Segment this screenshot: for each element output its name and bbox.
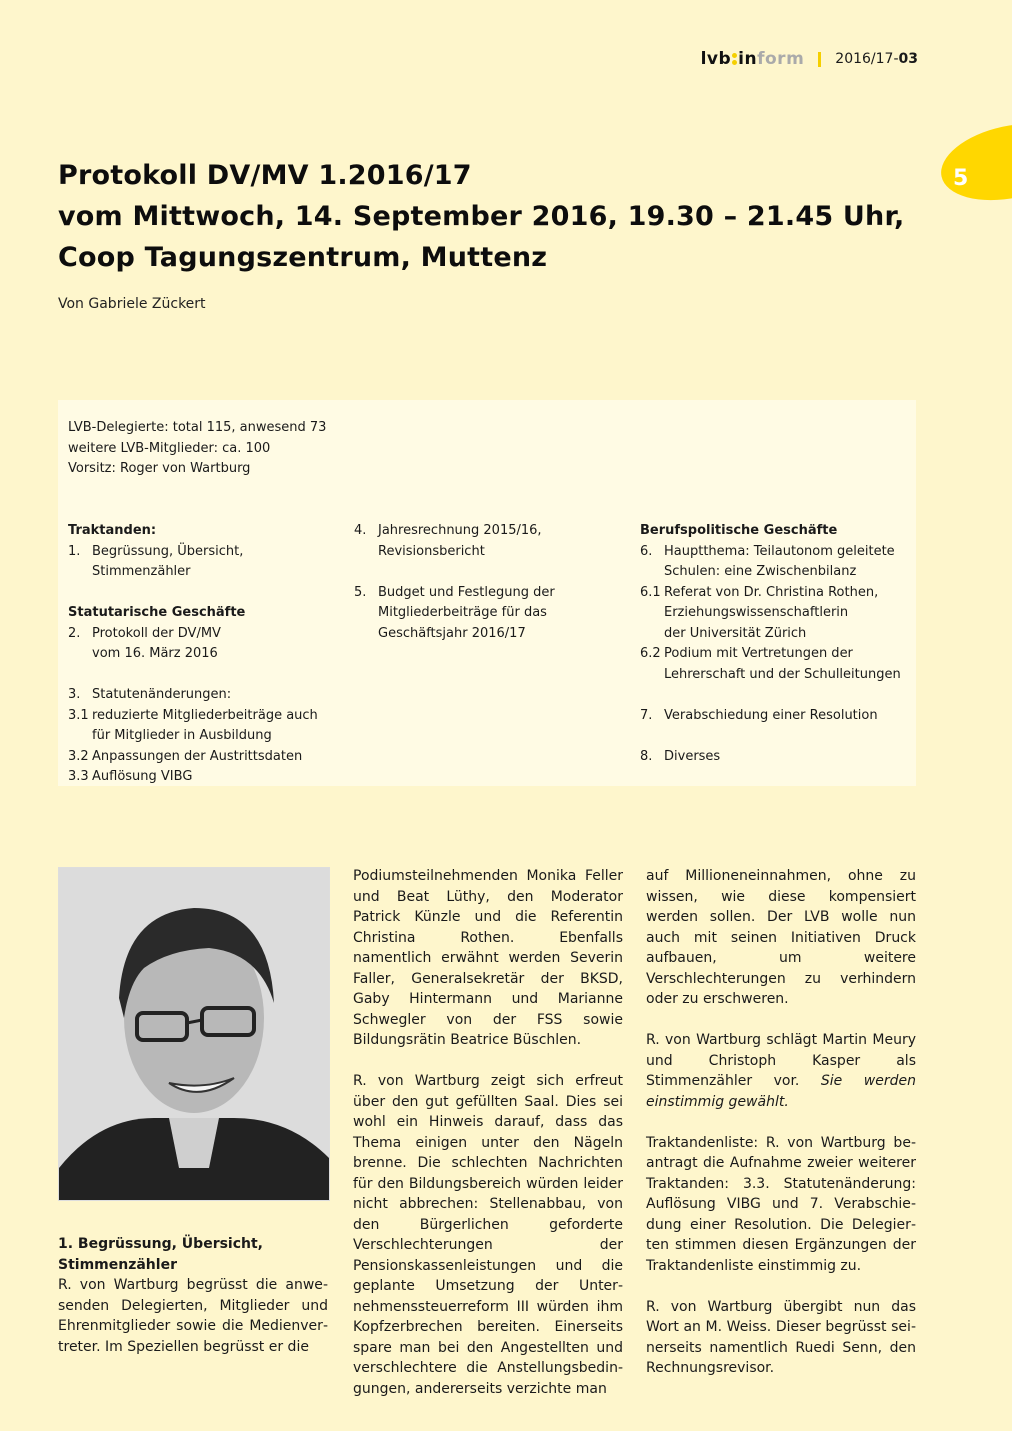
agenda-column-3 (640, 521, 910, 767)
logo-text-in: in (738, 49, 758, 69)
meta-chair: Vorsitz: Roger von Wartburg (68, 461, 251, 476)
body-paragraph: R. von Wartburg zeigt sich erfreut über den gut gefüllten Saal. Dies sei wohl ein Hinweis darauf, dass das Thema einigen unter den Nägeln brenne. Die schlechten Nachrichten für den Bildungsbereich würden leider nicht abbrechen: Stellenabbau, von den Bürgerlichen geforderte Verschlechterungen der Pensionskassenleistungen und die geplante Umsetzung der Unternehmenssteuerreform III würden ihm Kopfzerbrechen bereiten. Einerseits spare man bei den Angestellten und verschlechtere die Anstellungsbedingungen, andererseits verzichte man (353, 1073, 623, 1397)
body-paragraph: Traktandenliste: R. von Wartburg beantragt die Aufnahme zweier weiterer Traktanden: 3.3. Statutenänderung: Auflösung VIBG und 7. Verabschiedung einer Resolution. Die Delegierten stimmen diesen Ergänzungen der Traktandenliste einstimmig zu. (646, 1134, 916, 1274)
agenda-item-text: Diverses (664, 748, 721, 764)
agenda-item-number: 8. (640, 748, 653, 764)
body-paragraph: R. von Wartburg schlägt Martin Meury und Christoph Kasper als Stimmenzähler vor. Sie werden einstimmig gewählt. (646, 1032, 916, 1110)
agenda-item-number: 7. (640, 707, 653, 723)
attendance-meta (68, 418, 326, 480)
agenda-item (640, 706, 910, 727)
agenda-item-text: Protokoll der DV/MV vom 16. März 2016 (92, 625, 221, 661)
agenda-item (68, 685, 338, 706)
portrait-illustration-icon (59, 868, 329, 1200)
agenda-item-text: Hauptthema: Teilautonom geleitete Schulen: eine Zwischenbilanz (664, 543, 895, 579)
agenda-item-text: Begrüssung, Übersicht, Stimmenzähler (92, 543, 244, 579)
agenda-item (68, 767, 338, 788)
page-title (58, 155, 904, 278)
title-line-2: vom Mittwoch, 14. September 2016, 19.30 – 21.45 Uhr, (58, 201, 905, 232)
agenda-item-number: 6. (640, 543, 653, 559)
agenda-item (640, 747, 910, 768)
agenda-item-number: 6.2 (640, 646, 661, 661)
logo-text-lvb: lvb (700, 49, 732, 69)
agenda-item-number: 2. (68, 625, 81, 641)
agenda-item-text: reduzierte Mitgliederbeiträge auch für Mitglieder in Ausbildung (92, 707, 318, 743)
agenda-heading-traktanden: Traktanden: (68, 523, 157, 538)
issue-number (835, 51, 918, 67)
body-paragraph: auf Millioneneinnahmen, ohne zu wissen, wie diese kompensiert werden sollen. Der LVB wolle nun auch mit seinen Initiativen Druck aufbauen, um weitere Verschlechterungen zu verhindern oder zu erschweren. (646, 868, 916, 1007)
header-divider (818, 52, 821, 67)
author-portrait-photo (58, 867, 330, 1201)
section-heading-begruessung: 1. Begrüssung, Übersicht, Stimmenzähler (58, 1236, 264, 1273)
body-column-3 (646, 866, 916, 1399)
agenda-item (640, 583, 910, 645)
title-line-1: Protokoll DV/MV 1.2016/17 (58, 160, 472, 191)
agenda-item-text: Budget und Festlegung der Mitgliederbeiträge für das Geschäftsjahr 2016/17 (378, 584, 555, 641)
lvb-inform-logo (701, 49, 805, 69)
agenda-item-text: Referat von Dr. Christina Rothen, Erziehungswissenschaftlerin der Universität Zürich (664, 584, 879, 641)
title-line-3: Coop Tagungszentrum, Muttenz (58, 242, 548, 273)
meta-delegates: LVB-Delegierte: total 115, anwesend 73 (68, 420, 327, 435)
agenda-item-text: Verabschiedung einer Resolution (664, 707, 878, 723)
logo-dots-icon (732, 53, 737, 65)
agenda-item-number: 1. (68, 543, 81, 559)
agenda-item-text: Jahresrechnung 2015/16, Revisionsbericht (378, 523, 542, 559)
body-paragraph: Podiumsteilnehmenden Monika Feller und Beat Lüthy, den Moderator Patrick Künzle und die Referentin Christina Rothen. Ebenfalls namentlich erwähnt werden Severin Faller, Generalsekretär der BKSD, Gaby Hintermann und Marianne Schwegler von der FSS sowie Bildungsrätin Beatrice Büschlen. (353, 868, 623, 1048)
agenda-item-number: 3.3 (68, 769, 89, 784)
agenda-heading-berufspolitische: Berufspolitische Geschäfte (640, 523, 838, 538)
issue-suffix: 03 (898, 51, 918, 67)
body-paragraph: R. von Wartburg begrüsst die anwesenden Delegierten, Mitglieder und Ehrenmitglieder sowie die Medienvertreter. Im Speziellen begrüsst er die (58, 1277, 328, 1355)
agenda-column-2 (354, 521, 624, 644)
agenda-item (68, 624, 338, 665)
agenda-item (640, 644, 910, 685)
agenda-item-text: Anpassungen der Austrittsdaten (92, 748, 303, 764)
agenda-item (68, 747, 338, 768)
agenda-item-number: 3.1 (68, 707, 89, 723)
agenda-item-number: 4. (354, 523, 367, 538)
logo-text-form: form (757, 49, 805, 69)
agenda-item-number: 6.1 (640, 584, 661, 600)
body-paragraph: R. von Wartburg übergibt nun das Wort an M. Weiss. Dieser begrüsst seinerseits namentlich Ruedi Senn, den Rechnungsrevisor. (646, 1298, 916, 1376)
agenda-item (68, 706, 338, 747)
agenda-item (640, 542, 910, 583)
agenda-column-1 (68, 521, 338, 788)
agenda-item (354, 521, 624, 562)
agenda-item (354, 583, 624, 645)
page-number: 5 (953, 166, 969, 191)
agenda-item-number: 3.2 (68, 748, 89, 764)
author-byline: Von Gabriele Zückert (58, 296, 206, 312)
agenda-heading-statutarische: Statutarische Geschäfte (68, 605, 246, 620)
agenda-infobox (58, 400, 916, 786)
body-column-2 (353, 866, 623, 1420)
agenda-item-text: Podium mit Vertretungen der Lehrerschaft und der Schulleitungen (664, 646, 901, 682)
agenda-item-text: Statutenänderungen: (92, 687, 232, 702)
page-header (701, 49, 918, 69)
italic-resolution-text: Sie werden einstimmig gewählt. (646, 1073, 916, 1110)
agenda-item-number: 3. (68, 687, 81, 702)
meta-members: weitere LVB-Mitglieder: ca. 100 (68, 440, 271, 456)
agenda-item-number: 5. (354, 584, 367, 600)
agenda-item (68, 542, 338, 583)
issue-prefix: 2016/17- (835, 51, 899, 67)
body-column-1 (58, 1234, 328, 1378)
page-number-tab (934, 112, 1012, 212)
agenda-item-text: Auflösung VIBG (92, 769, 193, 784)
